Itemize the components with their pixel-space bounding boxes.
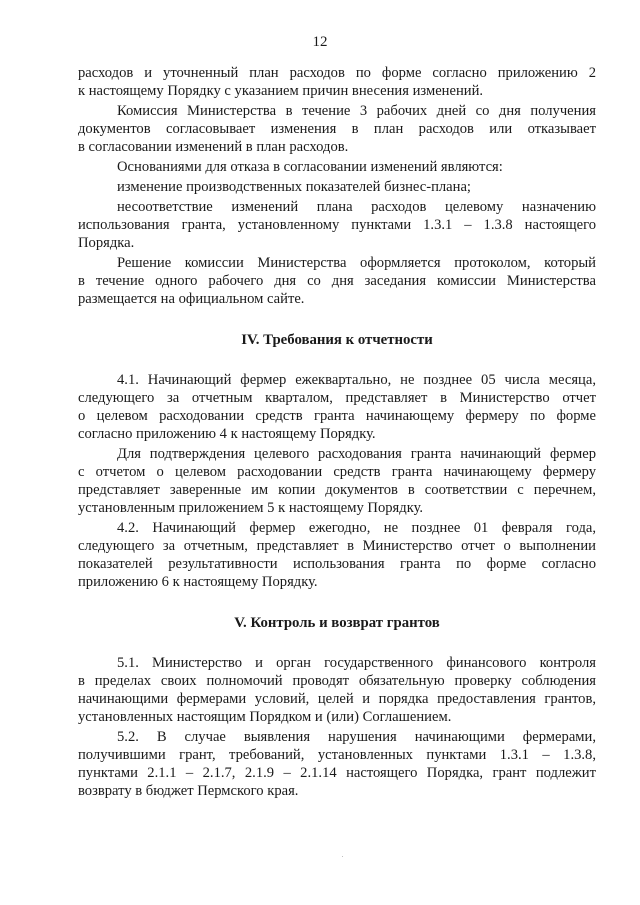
paragraph-continuation [78,64,596,100]
text-line: установленным приложением 5 к настоящему Порядку. [78,500,424,516]
text-line: документов согласовывает изменения в план расходов или отказывает [78,121,596,137]
paragraph-ground-2 [78,198,596,252]
document-body [78,64,596,802]
text-line: получившими грант, требований, установленных пунктами 1.3.1 – 1.3.8, [78,747,596,763]
text-line: приложению 6 к настоящему Порядку. [78,574,318,590]
text-line: несоответствие изменений плана расходов целевому назначению [117,199,596,215]
text-line: следующего за отчетным, представляет в Министерство отчет о выполнении [78,538,596,554]
text-line: следующего за отчетным кварталом, представляет в Министерство отчет [78,390,596,406]
paragraph-4-1 [78,371,596,443]
text-line: Основаниями для отказа в согласовании изменений являются: [117,159,503,175]
paragraph-commission-decision [78,254,596,308]
section-heading-reporting: IV. Требования к отчетности [241,332,433,348]
paragraph-refusal-grounds [78,158,596,176]
paragraph-4-1-confirmation [78,445,596,517]
page-number: 12 [312,34,328,50]
text-line: Комиссия Министерства в течение 3 рабочих дней со дня получения [117,103,596,119]
text-line: в течение одного рабочего дня со дня заседания комиссии Министерства [78,273,596,289]
paragraph-ground-1 [78,178,596,196]
text-line: 5.2. В случае выявления нарушения начинающими фермерами, [117,729,596,745]
text-line: размещается на официальном сайте. [78,291,305,307]
text-line: Решение комиссии Министерства оформляется протоколом, который [117,255,596,271]
text-line: 5.1. Министерство и орган государственного финансового контроля [117,655,596,671]
paragraph-commission-approval [78,102,596,156]
text-line: возврату в бюджет Пермского края. [78,783,299,799]
paragraph-4-2 [78,519,596,591]
text-line: начинающими фермерами условий, целей и порядка предоставления грантов, [78,691,596,707]
text-line: 4.1. Начинающий фермер ежеквартально, не позднее 05 числа месяца, [117,372,596,388]
text-line: в согласовании изменений в план расходов. [78,139,349,155]
text-line: показателей результативности использования гранта по форме согласно [78,556,596,572]
text-line: пунктами 2.1.1 – 2.1.7, 2.1.9 – 2.1.14 настоящего Порядка, грант подлежит [78,765,596,781]
text-line: о целевом расходовании средств гранта начинающему фермеру по форме [78,408,596,424]
text-line: Для подтверждения целевого расходования гранта начинающий фермер [117,446,596,462]
text-line: в пределах своих полномочий проводят обязательную проверку соблюдения [78,673,596,689]
text-line: к настоящему Порядку с указанием причин внесения изменений. [78,83,484,99]
text-line: согласно приложению 4 к настоящему Порядку. [78,426,376,442]
text-line: использования гранта, установленному пунктами 1.3.1 – 1.3.8 настоящего [78,217,596,233]
text-line: расходов и уточненный план расходов по форме согласно приложению 2 [78,65,596,81]
text-line: Порядка. [78,235,135,251]
section-heading-control: V. Контроль и возврат грантов [234,615,440,631]
text-line: установленных настоящим Порядком и (или) Соглашением. [78,709,452,725]
text-line: с отчетом о целевом расходовании средств гранта начинающему фермеру [78,464,596,480]
paragraph-5-2 [78,728,596,800]
paragraph-5-1 [78,654,596,726]
scan-speck [342,856,343,857]
text-line: 4.2. Начинающий фермер ежегодно, не позднее 01 февраля года, [117,520,596,536]
text-line: представляет заверенные им копии документов в соответствии с перечнем, [78,482,596,498]
text-line: изменение производственных показателей бизнес-плана; [117,179,471,195]
